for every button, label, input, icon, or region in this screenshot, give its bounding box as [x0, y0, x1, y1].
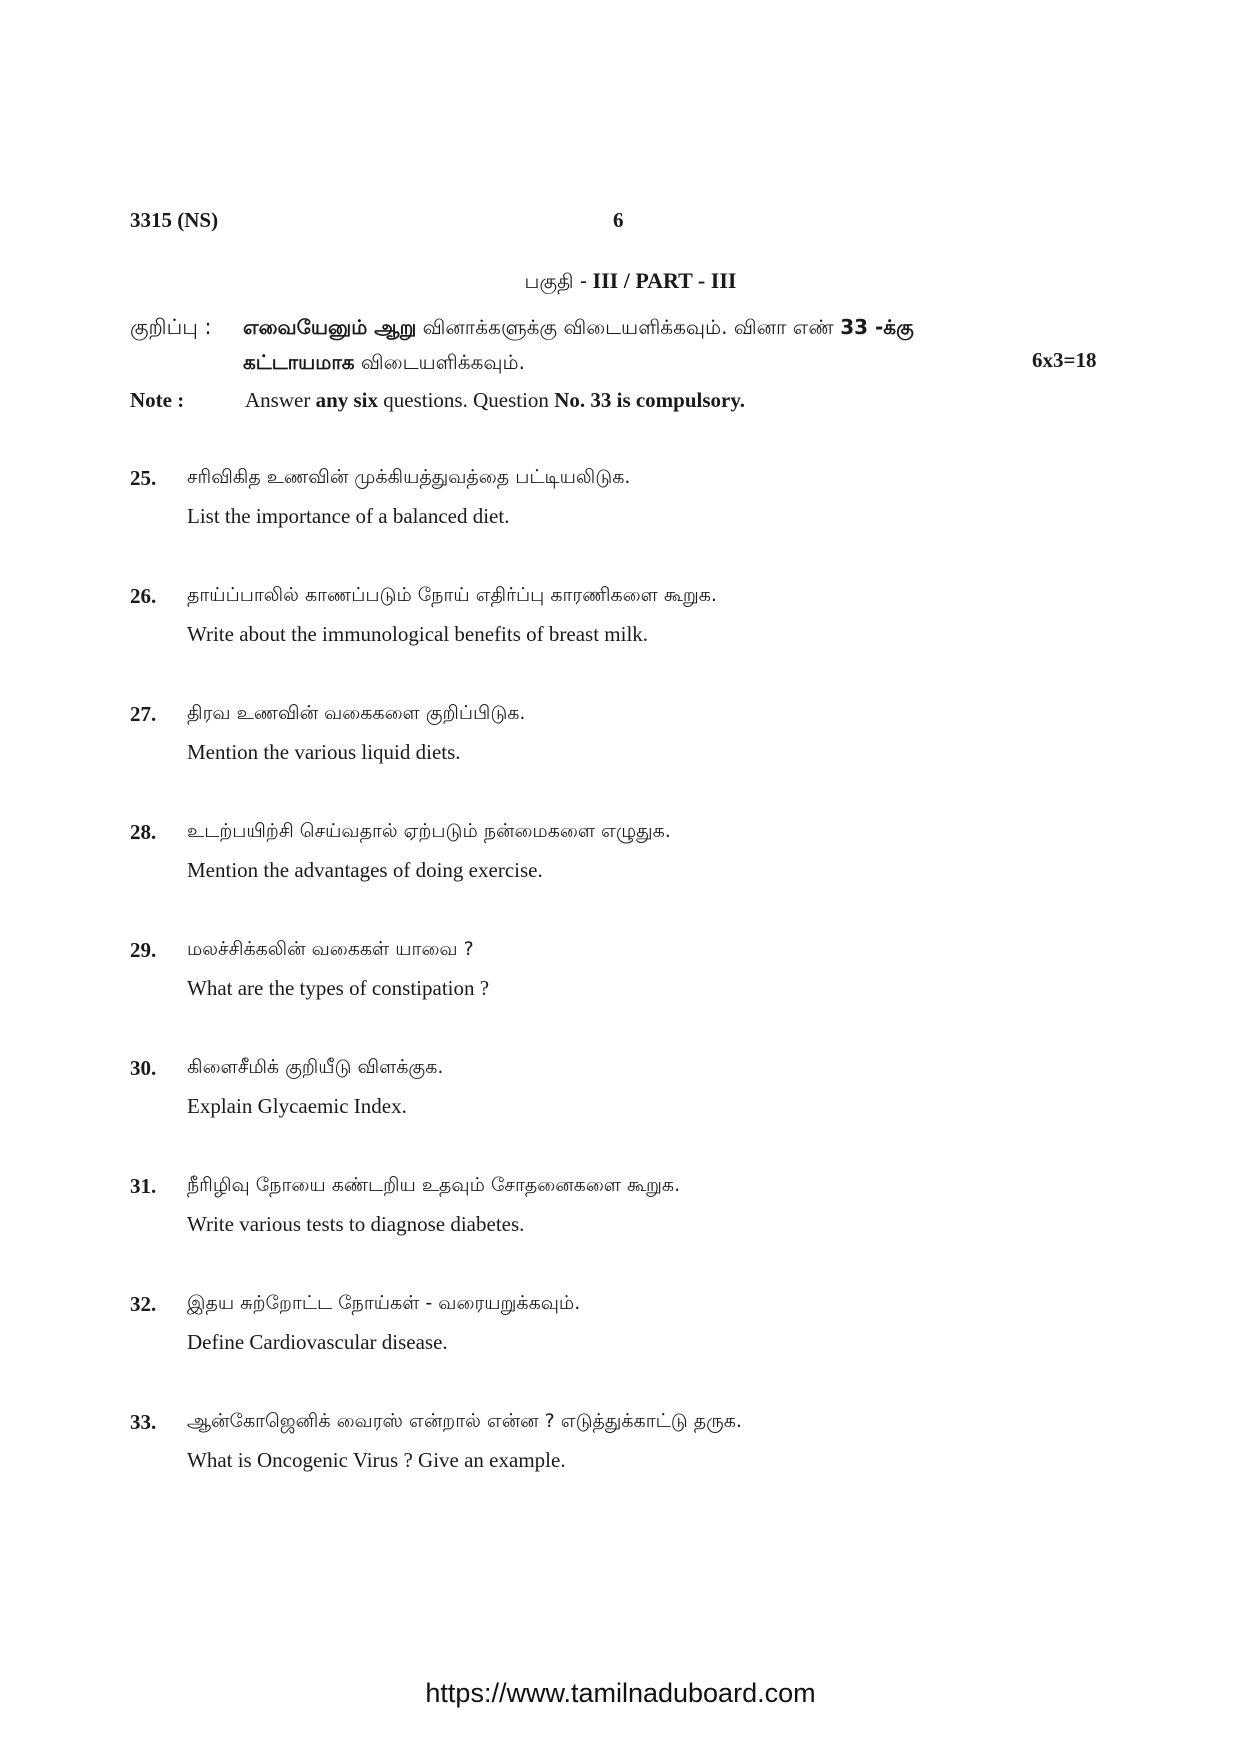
page-number: 6 [613, 208, 624, 232]
tamil-instruction-line-1 [243, 315, 914, 342]
tamil-instruction-text-2: விடையளிக்கவும். [354, 350, 525, 374]
question-tamil: ஆன்கோஜெனிக் வைரஸ் என்றால் என்ன ? எடுத்துக்காட்டு தருக. [187, 1410, 742, 1432]
question-english: Write various tests to diagnose diabetes. [187, 1212, 525, 1236]
note-text-pre: Answer [245, 388, 316, 412]
question-tamil: நீரிழிவு நோயை கண்டறிய உதவும் சோதனைகளை கூறுக. [187, 1174, 681, 1196]
question-number: 28. [130, 820, 157, 844]
question-number: 27. [130, 702, 157, 726]
question-tamil: உடற்பயிற்சி செய்வதால் ஏற்படும் நன்மைகளை எழுதுக. [187, 820, 671, 842]
question-tamil: கிளைசீமிக் குறியீடு விளக்குக. [187, 1056, 444, 1078]
part-title [0, 268, 1241, 296]
question-english: List the importance of a balanced diet. [187, 504, 510, 528]
tamil-note-label: குறிப்பு : [130, 315, 212, 339]
question-english: Mention the various liquid diets. [187, 740, 461, 764]
question-english: What is Oncogenic Virus ? Give an example. [187, 1448, 566, 1472]
question-number: 30. [130, 1056, 157, 1080]
part-title-english: III / PART - III [592, 268, 737, 293]
question-tamil: இதய சுற்றோட்ட நோய்கள் - வரையறுக்கவும். [187, 1292, 581, 1314]
paper-code: 3315 (NS) [130, 208, 219, 232]
tamil-instruction-bold-q33: 33 -க்கு [840, 315, 914, 339]
note-text [245, 388, 745, 413]
question-english: Write about the immunological benefits of breast milk. [187, 622, 649, 646]
question-tamil: சரிவிகித உணவின் முக்கியத்துவத்தை பட்டியலிடுக. [187, 466, 631, 488]
question-number: 25. [130, 466, 157, 490]
tamil-instruction-bold-compulsory: கட்டாயமாக [243, 350, 355, 374]
question-tamil: மலச்சிக்கலின் வகைகள் யாவை ? [187, 938, 474, 960]
question-english: Define Cardiovascular disease. [187, 1330, 448, 1354]
marks-allocation: 6x3=18 [1032, 348, 1097, 372]
tamil-instruction-bold-any-six: எவையேனும் ஆறு [243, 315, 417, 339]
question-number: 26. [130, 584, 157, 608]
question-number: 31. [130, 1174, 157, 1198]
note-text-bold-any-six: any six [315, 388, 379, 412]
question-tamil: திரவ உணவின் வகைகளை குறிப்பிடுக. [187, 702, 526, 724]
question-english: What are the types of constipation ? [187, 976, 490, 1000]
tamil-instruction-line-2 [243, 350, 525, 377]
note-label: Note : [130, 388, 185, 412]
note-text-mid: questions. Question [378, 388, 555, 412]
tamil-instruction-text-1: வினாக்களுக்கு விடையளிக்கவும். வினா எண் [416, 315, 841, 339]
part-title-tamil: பகுதி - [524, 269, 588, 293]
question-number: 33. [130, 1410, 157, 1434]
question-number: 32. [130, 1292, 157, 1316]
footer-url: https://www.tamilnaduboard.com [425, 1678, 816, 1708]
note-text-bold-compulsory: No. 33 is compulsory. [554, 388, 745, 412]
question-english: Explain Glycaemic Index. [187, 1094, 407, 1118]
question-english: Mention the advantages of doing exercise. [187, 858, 543, 882]
question-number: 29. [130, 938, 157, 962]
question-tamil: தாய்ப்பாலில் காணப்படும் நோய் எதிர்ப்பு காரணிகளை கூறுக. [187, 584, 717, 606]
